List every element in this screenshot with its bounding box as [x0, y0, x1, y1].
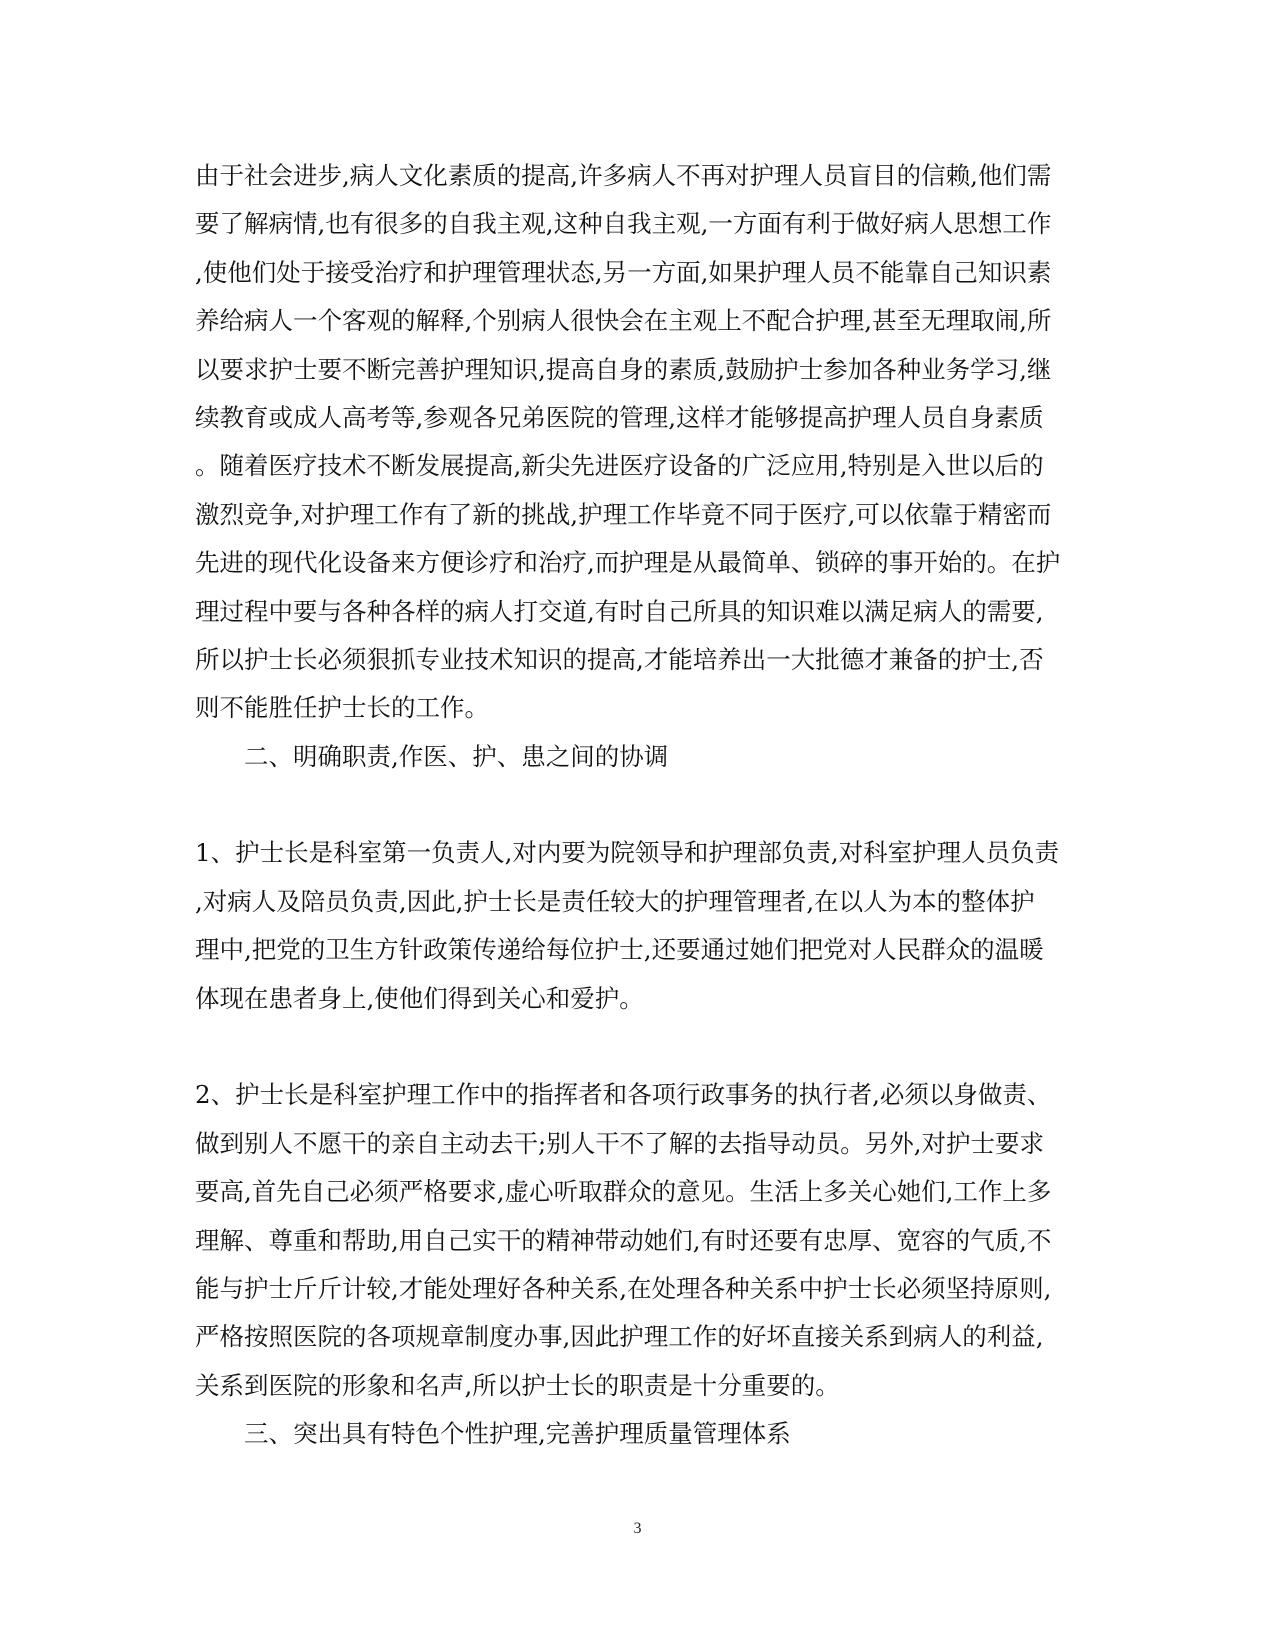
text-line: 。随着医疗技术不断发展提高,新尖先进医疗设备的广泛应用,特别是入世以后的: [195, 451, 1044, 481]
text-line: 要高,首先自己必须严格要求,虚心听取群众的意见。生活上多关心她们,工作上多: [195, 1177, 1052, 1207]
paragraph-3: [195, 1071, 1085, 1410]
text-line: 先进的现代化设备来方便诊疗和治疗,而护理是从最简单、锁碎的事开始的。在护: [195, 548, 1061, 578]
section-heading-2: 二、明确职责,作医、护、患之间的协调: [244, 741, 669, 771]
paragraph-1: [195, 152, 1085, 733]
text-line: 体现在患者身上,使他们得到关心和爱护。: [195, 983, 644, 1013]
text-line: 续教育或成人高考等,参观各兄弟医院的管理,这样才能够提高护理人员自身素质: [195, 402, 1044, 432]
text-line: 能与护士斤斤计较,才能处理好各种关系,在处理各种关系中护士长必须坚持原则,: [195, 1273, 1052, 1303]
section-heading-3: 三、突出具有特色个性护理,完善护理质量管理体系: [244, 1419, 791, 1449]
text-line: 2、护士长是科室护理工作中的指挥者和各项行政事务的执行者,必须以身做责、: [195, 1080, 1052, 1110]
document-body: [195, 152, 1085, 1459]
page-number: 3: [633, 1520, 642, 1537]
text-line: 理中,把党的卫生方针政策传递给每位护士,还要通过她们把党对人民群众的温暖: [195, 935, 1044, 965]
text-line: 要了解病情,也有很多的自我主观,这种自我主观,一方面有利于做好病人思想工作: [195, 209, 1052, 239]
text-line: 做到别人不愿干的亲自主动去干;别人干不了解的去指导动员。另外,对护士要求: [195, 1128, 1045, 1158]
text-line: ,对病人及陪员负责,因此,护士长是责任较大的护理管理者,在以人为本的整体护: [195, 886, 1035, 916]
paragraph-spacer: [195, 781, 1085, 829]
text-line: 以要求护士要不断完善护理知识,提高自身的素质,鼓励护士参加各种业务学习,继: [195, 354, 1052, 384]
text-line: 理过程中要与各种各样的病人打交道,有时自己所具的知识难以满足病人的需要,: [195, 596, 1044, 626]
text-line: 关系到医院的形象和名声,所以护士长的职责是十分重要的。: [195, 1370, 840, 1400]
text-line: ,使他们处于接受治疗和护理管理状态,另一方面,如果护理人员不能靠自己知识素: [195, 257, 1052, 287]
text-line: 理解、尊重和帮助,用自己实干的精神带动她们,有时还要有忠厚、宽容的气质,不: [195, 1225, 1052, 1255]
text-line: 激烈竞争,对护理工作有了新的挑战,护理工作毕竟不同于医疗,可以依靠于精密而: [195, 499, 1052, 529]
paragraph-spacer: [195, 1023, 1085, 1071]
paragraph-2: [195, 829, 1085, 1023]
text-line: 则不能胜任护士长的工作。: [195, 693, 489, 723]
text-line: 1、护士长是科室第一负责人,对内要为院领导和护理部负责,对科室护理人员负责: [195, 838, 1060, 868]
text-line: 所以护士长必须狠抓专业技术知识的提高,才能培养出一大批德才兼备的护士,否: [195, 644, 1044, 674]
text-line: 严格按照医院的各项规章制度办事,因此护理工作的好坏直接关系到病人的利益,: [195, 1322, 1044, 1352]
text-line: 养给病人一个客观的解释,个别病人很快会在主观上不配合护理,甚至无理取闹,所: [195, 306, 1052, 336]
text-line: 由于社会进步,病人文化素质的提高,许多病人不再对护理人员盲目的信赖,他们需: [195, 161, 1052, 190]
